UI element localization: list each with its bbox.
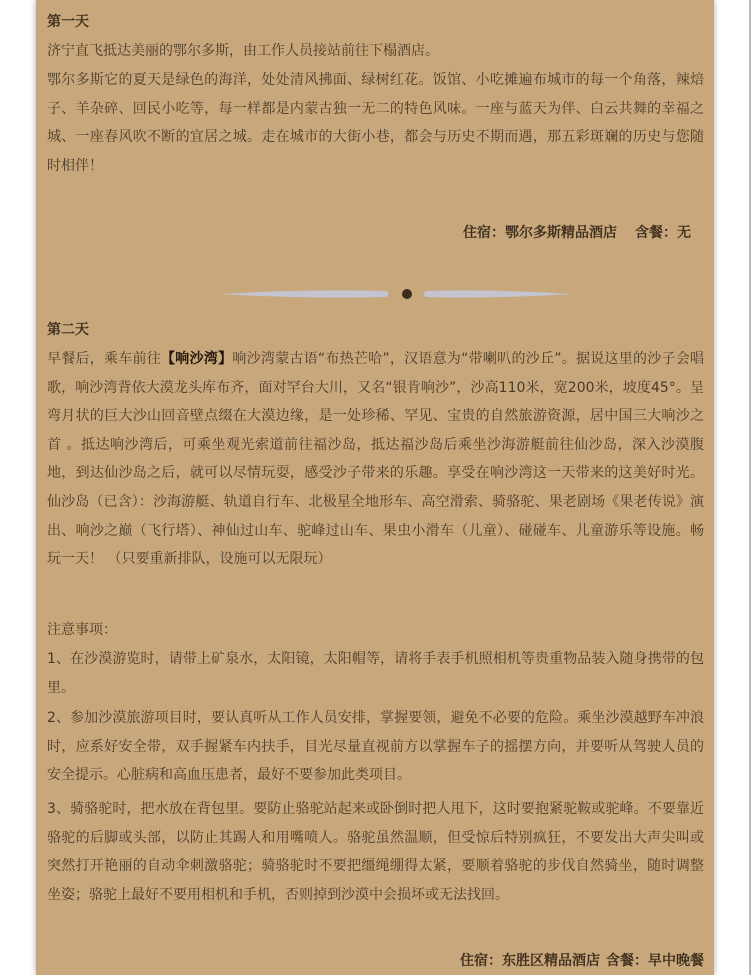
day1-description: 鄂尔多斯它的夏天是绿色的海洋，处处清风拂面、绿树红花。饭馆、小吃摊遍布城市的每一个角落，辣焙子、羊杂碎、回民小吃等，每一样都是内蒙古独一无二的特色风味。一座与蓝天为伴、白云共舞的幸福之城、一座春风吹不断的宜居之城。走在城市的大街小巷，都会与历史不期而遇，那五彩斑斓的历史与您随时相伴！ bbox=[47, 72, 704, 174]
divider-right-line bbox=[424, 290, 575, 297]
day2-title: 第二天 bbox=[47, 322, 89, 338]
day2-meals: 含餐：早中晚餐 bbox=[606, 953, 704, 969]
note-3: 3、骑骆驼时，把水放在背包里。要防止骆驼站起来或卧倒时把人甩下，这时要抱紧驼鞍或驼峰。不要靠近骆驼的后脚或头部，以防止其踢人和用嘴喷人。骆驼虽然温顺，但受惊后特别疯狂，不要发出大声尖叫或突然打开艳丽的自动伞刺激骆驼；骑骆驼时不要把缰绳绷得太紧，要顺着骆驼的步伐自然骑坐，随时调整坐姿；骆驼上最好不要用相机和手机，否则掉到沙漠中会损坏或无法找回。 bbox=[47, 801, 704, 903]
day2-highlight: 【响沙湾】 bbox=[161, 351, 233, 367]
day2-description bbox=[47, 345, 704, 574]
day1-lodging-row bbox=[47, 222, 704, 242]
day1-lodging: 住宿：鄂尔多斯精品酒店 bbox=[463, 225, 617, 241]
notes-title: 注意事项： bbox=[47, 622, 117, 638]
day1-arrival: 济宁直飞抵达美丽的鄂尔多斯，由工作人员接站前往下榻酒店。 bbox=[47, 43, 439, 59]
divider-left-line bbox=[218, 290, 389, 297]
note-2: 2、参加沙漠旅游项目时，要认真听从工作人员安排，掌握要领，避免不必要的危险。乘坐沙漠越野车冲浪时，应系好安全带，双手握紧车内扶手，目光尽量直视前方以掌握车子的摇摆方向，并要听从驾驶人员的安全提示。心脏病和高血压患者，最好不要参加此类项目。 bbox=[47, 710, 704, 784]
day2-lodging-row bbox=[47, 950, 704, 970]
day2-desc-post: 响沙湾蒙古语“布热芒哈”，汉语意为“带喇叭的沙丘”。据说这里的沙子会唱歌，响沙湾背依大漠龙头库布齐，面对罕台大川，又名“银肯响沙”，沙高110米，宽200米，坡度45°。呈弯月状的巨大沙山回音壁点缀在大漠边缘，是一处珍稀、罕见、宝贵的自然旅游资源，居中国三大响沙之首 。抵达响沙湾后，可乘坐观光索道前往福沙岛，抵达福沙岛后乘坐沙海游艇前往仙沙岛，深入沙漠腹地，到达仙沙岛之后，就可以尽情玩耍，感受沙子带来的乐趣。享受在响沙湾这一天带来的这美好时光。仙沙岛（已含）：沙海游艇、轨道自行车、北极星全地形车、高空滑索、骑骆驼、果老剧场《果老传说》演出、响沙之巅（飞行塔）、神仙过山车、驼峰过山车、果虫小滑车（儿童）、碰碰车、儿童游乐等设施。畅玩一天！ （只要重新排队，设施可以无限玩） bbox=[47, 351, 705, 568]
divider-center-dot bbox=[402, 289, 412, 299]
day1-title: 第一天 bbox=[47, 14, 89, 30]
day1-meals: 含餐：无 bbox=[635, 225, 691, 241]
day2-desc-pre: 早餐后，乘车前往 bbox=[47, 351, 162, 367]
day2-lodging: 住宿：东胜区精品酒店 bbox=[460, 953, 600, 969]
section-divider bbox=[216, 287, 576, 301]
note-1: 1、在沙漠游览时，请带上矿泉水，太阳镜，太阳帽等，请将手表手机照相机等贵重物品装入随身携带的包里。 bbox=[47, 651, 704, 696]
itinerary-page bbox=[36, 0, 714, 975]
